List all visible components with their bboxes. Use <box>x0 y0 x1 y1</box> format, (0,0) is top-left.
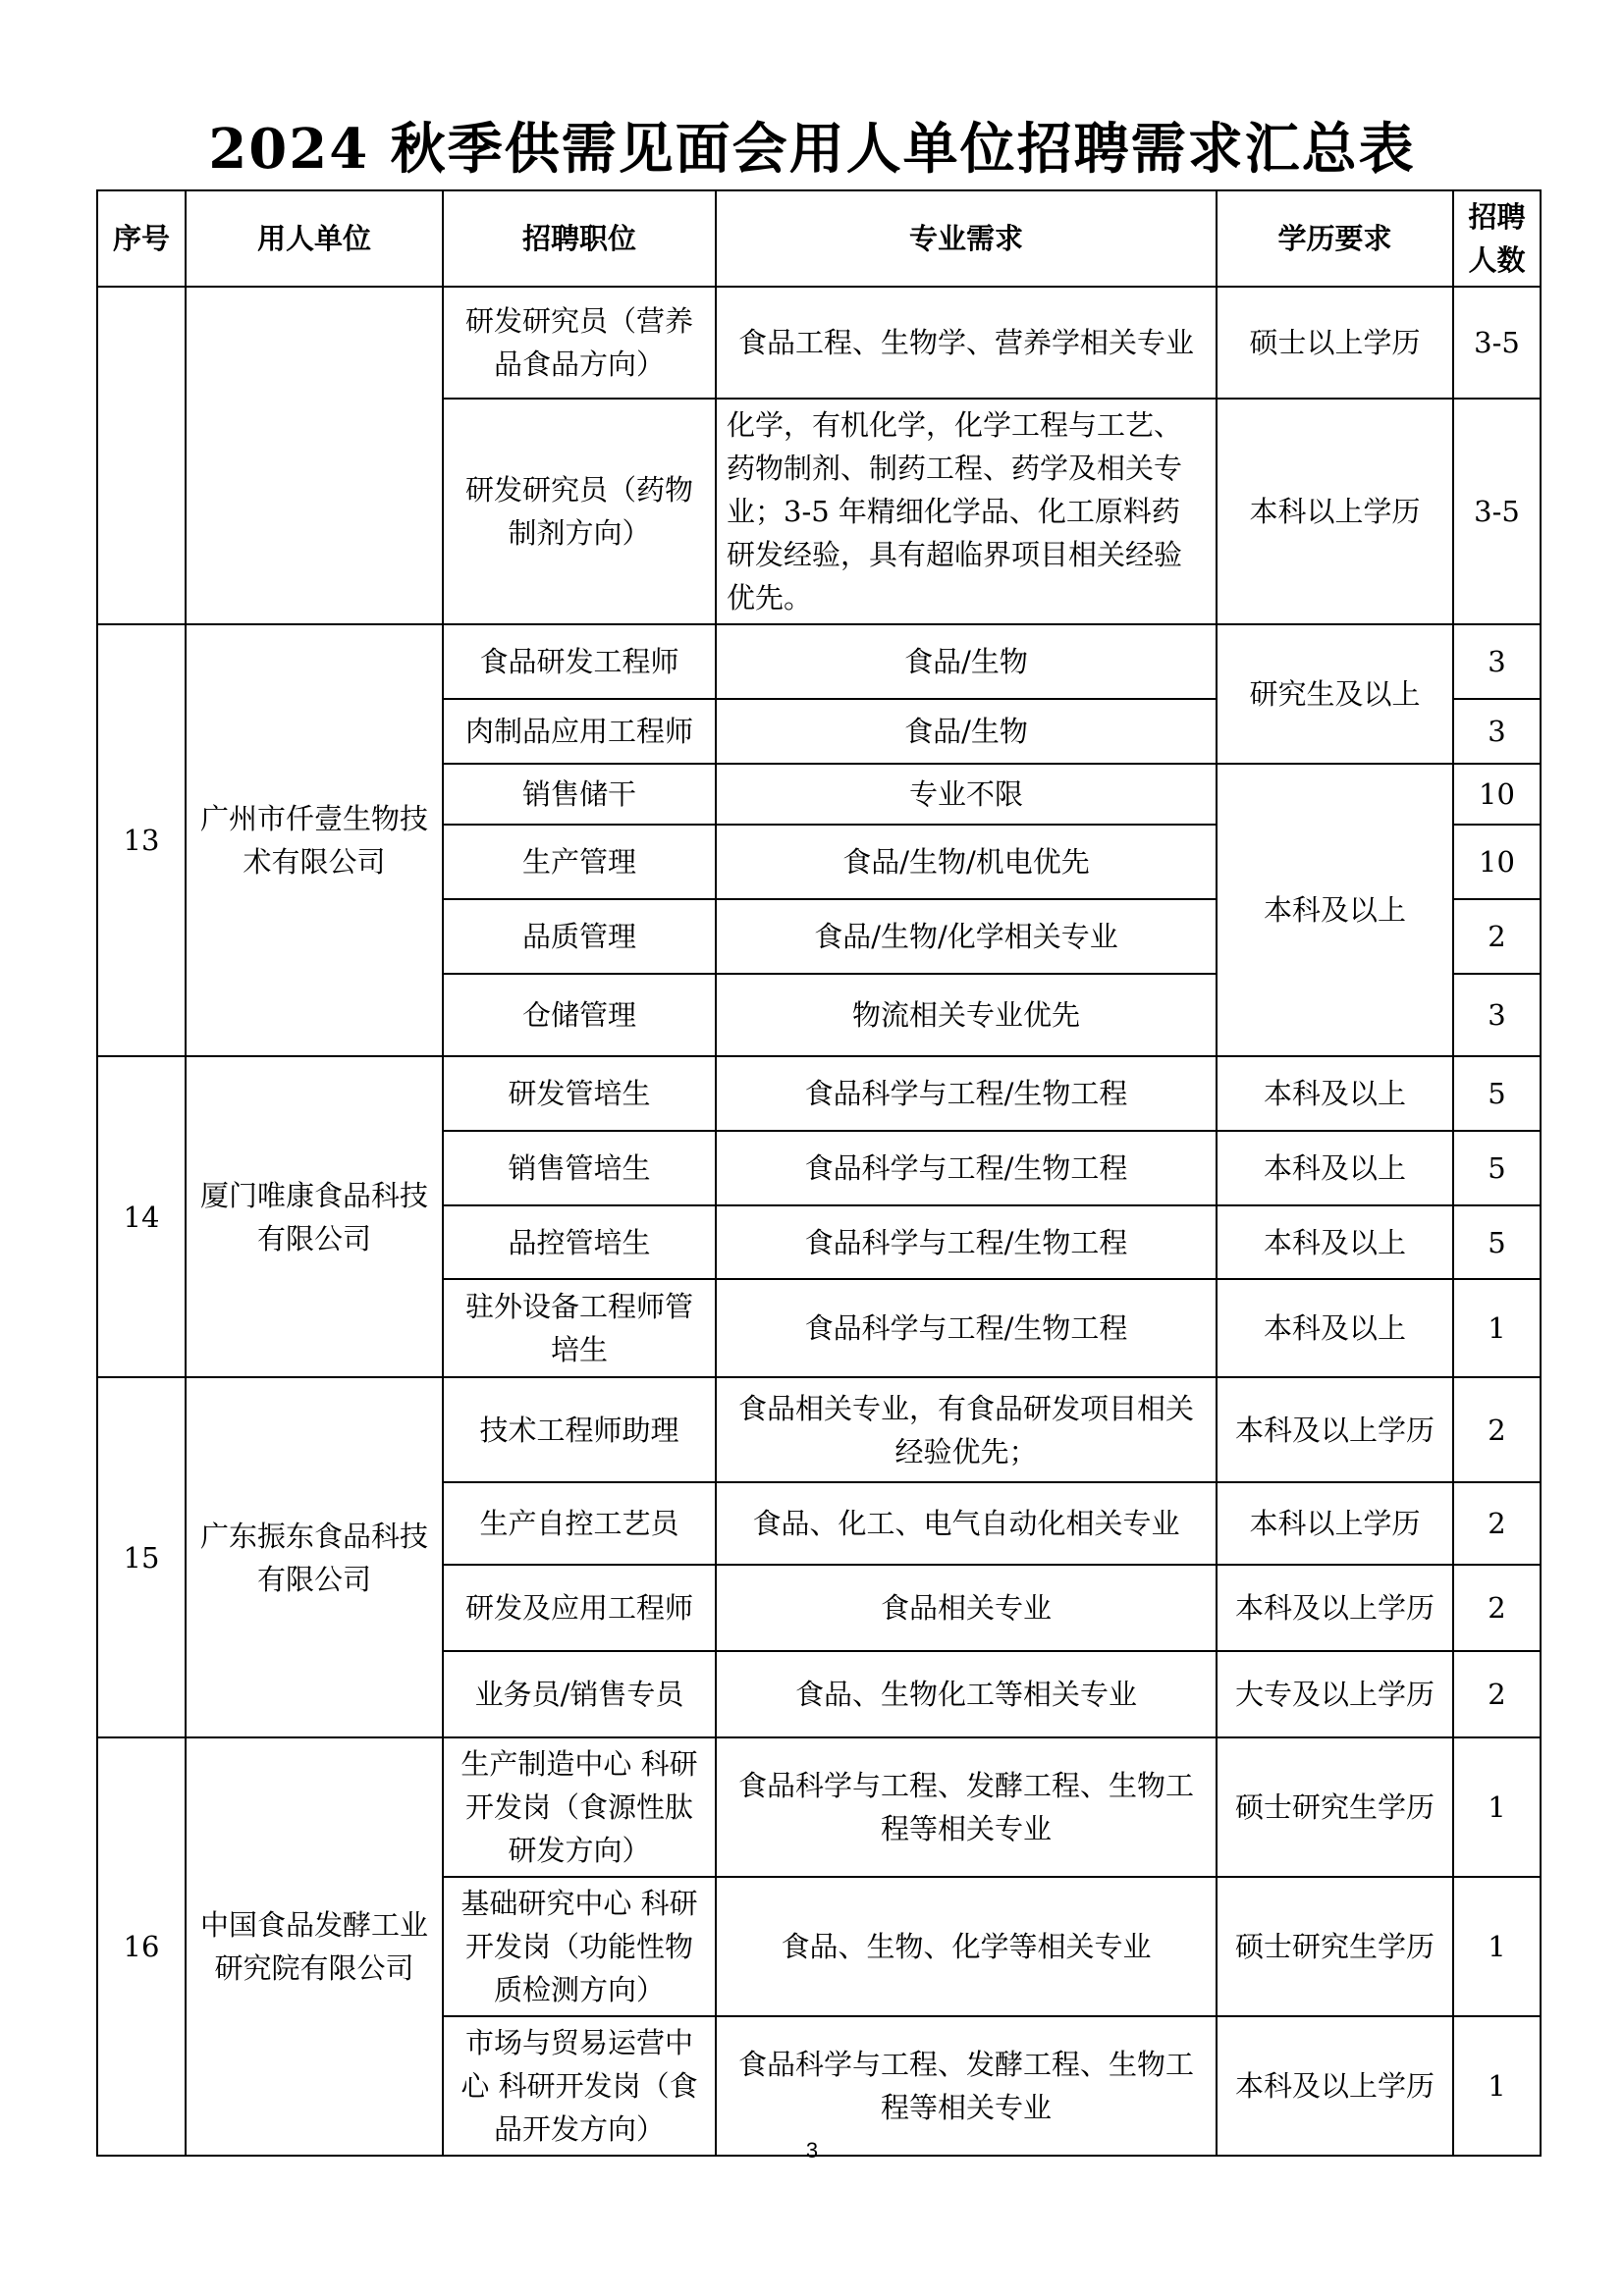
position-cell: 生产自控工艺员 <box>443 1482 716 1565</box>
education-cell: 本科及以上 <box>1217 764 1453 1056</box>
major-cell: 食品、生物化工等相关专业 <box>716 1651 1217 1737</box>
unit-cell: 中国食品发酵工业研究院有限公司 <box>186 1737 443 2156</box>
table-row <box>97 624 1541 699</box>
count-cell: 5 <box>1453 1056 1541 1131</box>
position-cell: 研发研究员（药物制剂方向） <box>443 399 716 624</box>
table-row <box>97 1737 1541 1877</box>
count-cell: 2 <box>1453 1377 1541 1482</box>
header-row <box>97 190 1541 287</box>
major-cell: 食品科学与工程/生物工程 <box>716 1131 1217 1205</box>
education-cell: 硕士研究生学历 <box>1217 1737 1453 1877</box>
major-cell: 食品、化工、电气自动化相关专业 <box>716 1482 1217 1565</box>
header-major: 专业需求 <box>716 190 1217 287</box>
count-cell: 5 <box>1453 1131 1541 1205</box>
position-cell: 业务员/销售专员 <box>443 1651 716 1737</box>
position-cell: 肉制品应用工程师 <box>443 699 716 764</box>
position-cell: 研发及应用工程师 <box>443 1565 716 1651</box>
seq-cell: 14 <box>97 1056 186 1377</box>
position-cell: 食品研发工程师 <box>443 624 716 699</box>
count-cell: 1 <box>1453 1737 1541 1877</box>
count-cell: 3 <box>1453 699 1541 764</box>
count-cell: 3 <box>1453 974 1541 1056</box>
header-seq: 序号 <box>97 190 186 287</box>
education-cell: 本科及以上 <box>1217 1205 1453 1279</box>
seq-cell: 15 <box>97 1377 186 1737</box>
position-cell: 销售储干 <box>443 764 716 825</box>
count-cell: 5 <box>1453 1205 1541 1279</box>
position-cell: 基础研究中心 科研开发岗（功能性物质检测方向） <box>443 1877 716 2016</box>
seq-cell: 13 <box>97 624 186 1056</box>
recruitment-table <box>96 189 1542 2157</box>
major-cell: 食品/生物/化学相关专业 <box>716 899 1217 974</box>
major-cell: 食品工程、生物学、营养学相关专业 <box>716 287 1217 399</box>
header-position: 招聘职位 <box>443 190 716 287</box>
count-cell: 3-5 <box>1453 399 1541 624</box>
major-cell: 食品/生物 <box>716 699 1217 764</box>
major-cell: 食品/生物/机电优先 <box>716 825 1217 899</box>
education-cell: 本科及以上 <box>1217 1279 1453 1377</box>
education-cell: 本科及以上学历 <box>1217 1377 1453 1482</box>
count-cell: 10 <box>1453 764 1541 825</box>
table-row <box>97 1377 1541 1482</box>
education-cell: 研究生及以上 <box>1217 624 1453 764</box>
position-cell: 生产制造中心 科研开发岗（食源性肽研发方向） <box>443 1737 716 1877</box>
major-cell: 食品、生物、化学等相关专业 <box>716 1877 1217 2016</box>
count-cell: 2 <box>1453 1482 1541 1565</box>
unit-cell: 广州市仟壹生物技术有限公司 <box>186 624 443 1056</box>
header-unit: 用人单位 <box>186 190 443 287</box>
count-cell: 2 <box>1453 1565 1541 1651</box>
major-cell: 物流相关专业优先 <box>716 974 1217 1056</box>
major-cell: 食品科学与工程/生物工程 <box>716 1056 1217 1131</box>
unit-cell: 广东振东食品科技有限公司 <box>186 1377 443 1737</box>
education-cell: 本科及以上学历 <box>1217 1565 1453 1651</box>
position-cell: 技术工程师助理 <box>443 1377 716 1482</box>
count-cell: 10 <box>1453 825 1541 899</box>
unit-cell: 厦门唯康食品科技有限公司 <box>186 1056 443 1377</box>
major-cell: 食品科学与工程、发酵工程、生物工程等相关专业 <box>716 1737 1217 1877</box>
count-cell: 1 <box>1453 1279 1541 1377</box>
education-cell: 硕士研究生学历 <box>1217 1877 1453 2016</box>
header-education: 学历要求 <box>1217 190 1453 287</box>
position-cell: 研发管培生 <box>443 1056 716 1131</box>
major-cell: 食品科学与工程、发酵工程、生物工程等相关专业 <box>716 2016 1217 2156</box>
count-cell: 1 <box>1453 1877 1541 2016</box>
major-cell: 食品科学与工程/生物工程 <box>716 1279 1217 1377</box>
major-cell: 食品相关专业 <box>716 1565 1217 1651</box>
seq-cell: 16 <box>97 1737 186 2156</box>
table-row <box>97 287 1541 399</box>
position-cell: 品控管培生 <box>443 1205 716 1279</box>
education-cell: 本科及以上学历 <box>1217 2016 1453 2156</box>
major-cell: 食品相关专业，有食品研发项目相关经验优先； <box>716 1377 1217 1482</box>
position-cell: 生产管理 <box>443 825 716 899</box>
seq-cell-empty <box>97 287 186 624</box>
position-cell: 品质管理 <box>443 899 716 974</box>
education-cell: 本科及以上 <box>1217 1056 1453 1131</box>
major-cell: 专业不限 <box>716 764 1217 825</box>
count-cell: 1 <box>1453 2016 1541 2156</box>
page-title: 2024 秋季供需见面会用人单位招聘需求汇总表 <box>208 117 1416 182</box>
major-cell: 食品/生物 <box>716 624 1217 699</box>
count-cell: 2 <box>1453 1651 1541 1737</box>
count-cell: 3 <box>1453 624 1541 699</box>
position-cell: 仓储管理 <box>443 974 716 1056</box>
education-cell: 大专及以上学历 <box>1217 1651 1453 1737</box>
major-cell: 化学，有机化学，化学工程与工艺、药物制剂、制药工程、药学及相关专业；3-5 年精细化学品、化工原料药研发经验，具有超临界项目相关经验优先。 <box>716 399 1217 624</box>
position-cell: 研发研究员（营养品食品方向） <box>443 287 716 399</box>
position-cell: 销售管培生 <box>443 1131 716 1205</box>
count-cell: 3-5 <box>1453 287 1541 399</box>
education-cell: 本科以上学历 <box>1217 399 1453 624</box>
education-cell: 硕士以上学历 <box>1217 287 1453 399</box>
count-cell: 2 <box>1453 899 1541 974</box>
table-row <box>97 1056 1541 1131</box>
major-cell: 食品科学与工程/生物工程 <box>716 1205 1217 1279</box>
page-number: 3 <box>805 2138 819 2163</box>
unit-cell-empty <box>186 287 443 624</box>
header-count: 招聘人数 <box>1453 190 1541 287</box>
education-cell: 本科以上学历 <box>1217 1482 1453 1565</box>
position-cell: 驻外设备工程师管培生 <box>443 1279 716 1377</box>
position-cell: 市场与贸易运营中心 科研开发岗（食品开发方向） <box>443 2016 716 2156</box>
education-cell: 本科及以上 <box>1217 1131 1453 1205</box>
